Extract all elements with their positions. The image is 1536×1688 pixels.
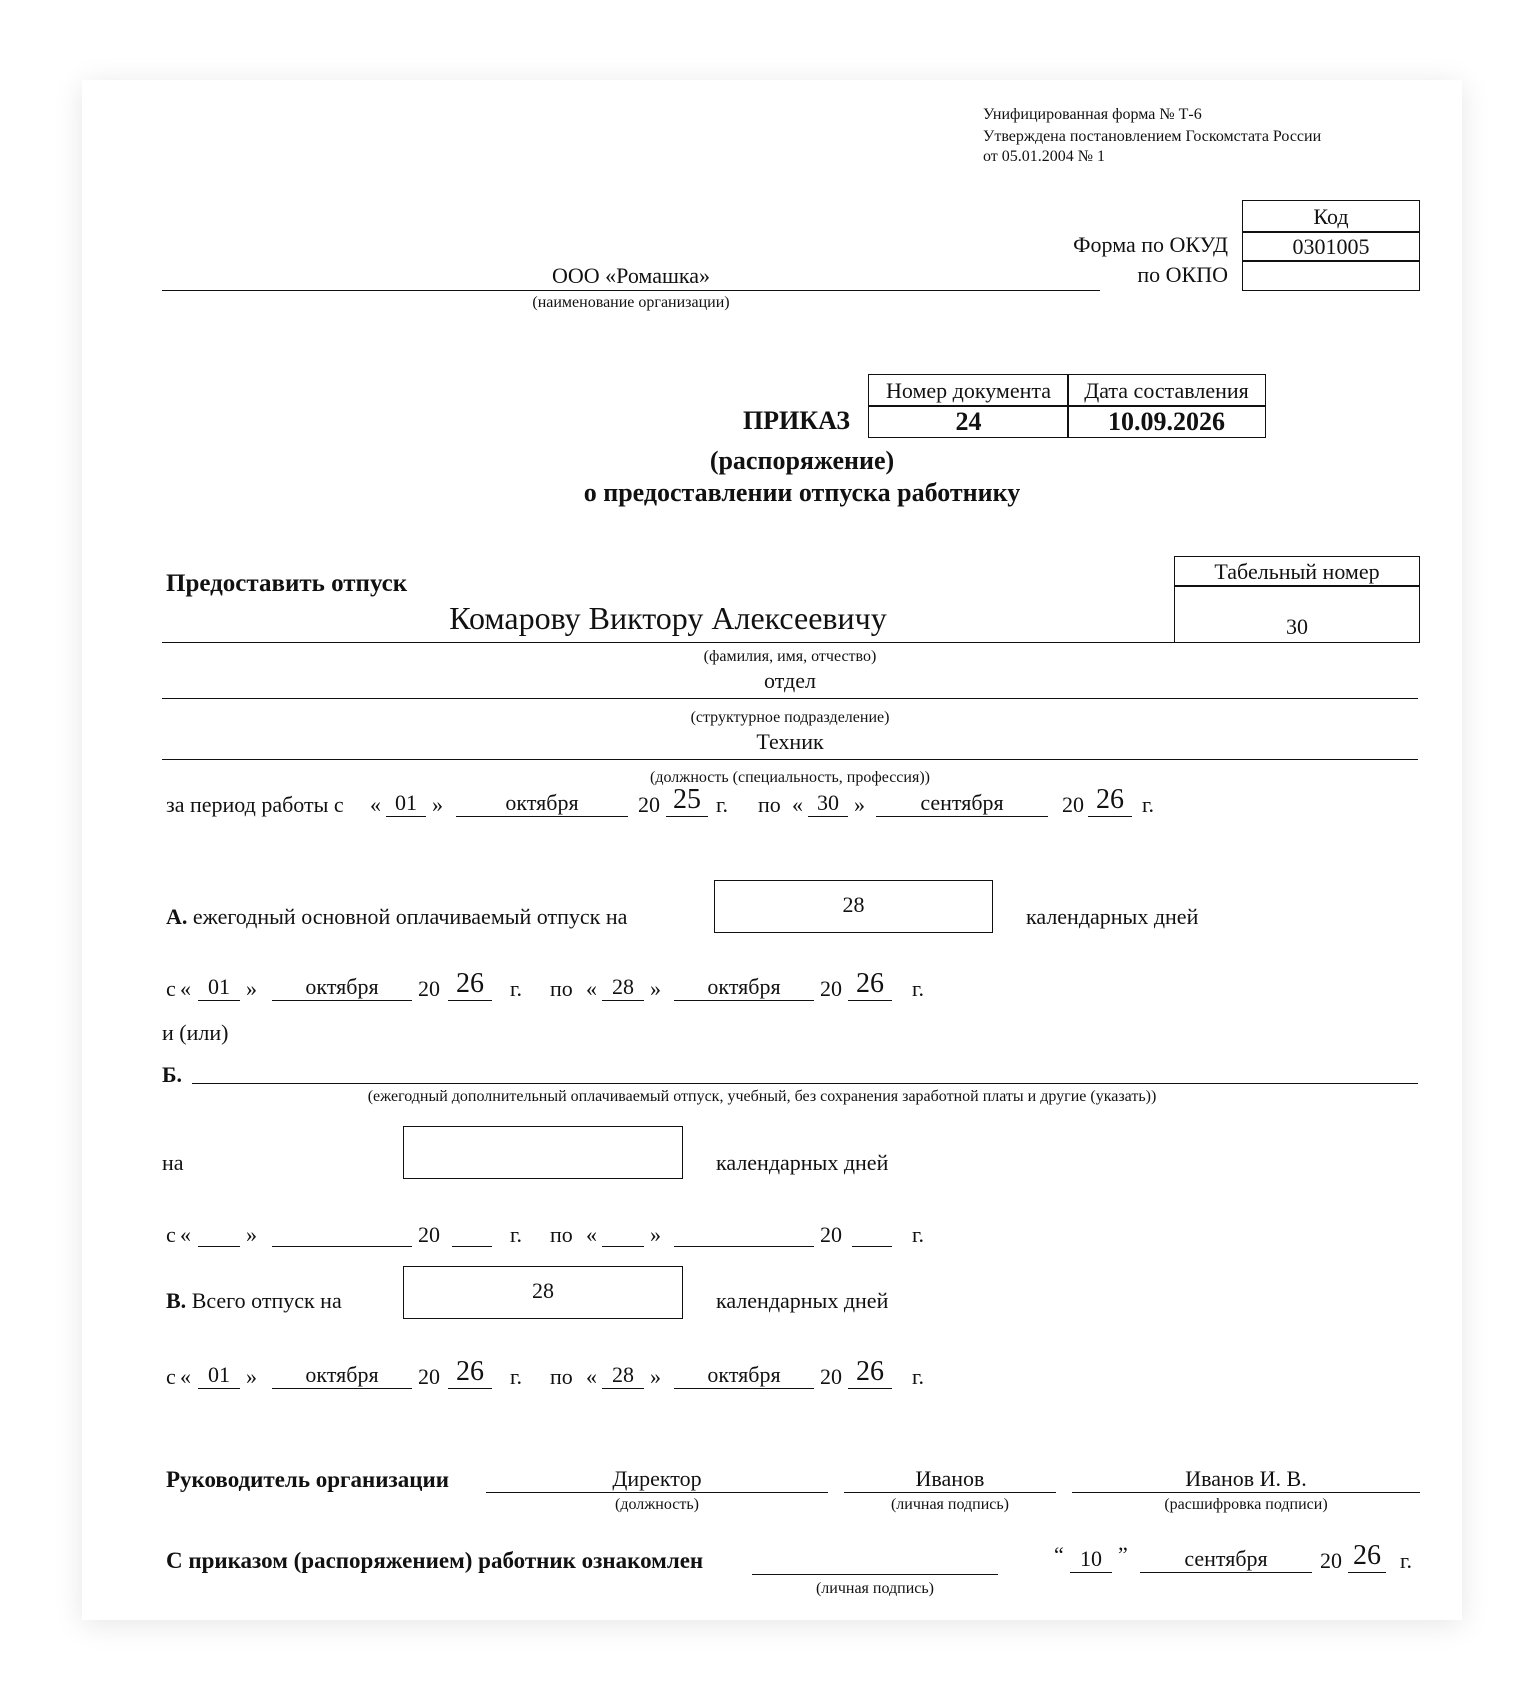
v-from-year: 26	[448, 1356, 492, 1389]
ack-signature-caption: (личная подпись)	[815, 1580, 935, 1597]
fio-line	[162, 642, 1174, 643]
doc-date-value: 10.09.2026	[1067, 405, 1266, 438]
a-to-month: октября	[674, 974, 814, 1001]
position-caption: (должность (специальность, профессия))	[650, 769, 930, 786]
section-b-caption: (ежегодный дополнительный оплачиваемый отпуск, учебный, без сохранения заработной платы и другие (указать))	[367, 1088, 1157, 1105]
doc-number-value: 24	[868, 405, 1069, 438]
v-to-year: 26	[848, 1356, 892, 1389]
a-from-q-open: «	[180, 976, 191, 1001]
employee-dept: отдел	[764, 668, 816, 693]
and-or-label: и (или)	[162, 1020, 229, 1045]
a-to-q-open: «	[586, 976, 597, 1001]
v-from-q-open: «	[180, 1364, 191, 1389]
section-a-letter: А.	[166, 904, 188, 929]
a-to-century: 20	[820, 976, 842, 1001]
period-to-word: по	[758, 792, 781, 817]
v-to-q-open: «	[586, 1364, 597, 1389]
v-from-word: с	[166, 1364, 176, 1389]
a-from-g: г.	[510, 976, 523, 1001]
head-signature: Иванов	[844, 1466, 1056, 1493]
section-v-label	[166, 1288, 342, 1314]
doc-title: ПРИКАЗ	[742, 406, 850, 435]
head-label: Руководитель организации	[166, 1467, 449, 1492]
employee-fio: Комарову Виктору Алексеевичу	[449, 600, 887, 636]
b-from-century: 20	[418, 1222, 440, 1247]
b-to-q-open: «	[586, 1222, 597, 1247]
v-to-word: по	[550, 1364, 573, 1389]
period-from-g: г.	[716, 792, 729, 817]
head-name: Иванов И. В.	[1072, 1466, 1420, 1493]
a-from-q-close: »	[246, 976, 257, 1001]
document-sheet	[82, 80, 1462, 1620]
period-to-century: 20	[1062, 792, 1084, 817]
v-from-century: 20	[418, 1364, 440, 1389]
a-to-q-close: »	[650, 976, 661, 1001]
a-to-g: г.	[912, 976, 925, 1001]
doc-date-header: Дата составления	[1067, 374, 1266, 407]
b-to-month[interactable]	[674, 1220, 814, 1247]
head-position-caption: (должность)	[615, 1496, 699, 1513]
period-from-century: 20	[638, 792, 660, 817]
position-line	[162, 759, 1418, 760]
dept-line	[162, 698, 1418, 699]
a-from-century: 20	[418, 976, 440, 1001]
section-v-days-label: календарных дней	[716, 1288, 889, 1313]
b-to-day[interactable]	[602, 1220, 644, 1247]
a-from-word: с	[166, 976, 176, 1001]
okpo-value-cell	[1242, 260, 1420, 291]
b-from-year[interactable]	[452, 1220, 492, 1247]
form-line-1: Унифицированная форма № Т-6	[983, 106, 1202, 123]
period-from-year: 25	[666, 784, 708, 817]
section-a-days-box: 28	[714, 880, 993, 933]
ack-label: С приказом (распоряжением) работник ознакомлен	[166, 1548, 704, 1573]
period-from-day: 01	[386, 790, 426, 817]
grant-label: Предоставить отпуск	[166, 570, 408, 597]
a-from-month: октября	[272, 974, 412, 1001]
b-to-word: по	[550, 1222, 573, 1247]
section-a-label	[166, 904, 627, 930]
period-to-g: г.	[1142, 792, 1155, 817]
tab-number-cell	[1174, 585, 1420, 643]
okpo-label: по ОКПО	[1137, 262, 1228, 287]
b-to-g: г.	[912, 1222, 925, 1247]
tab-number-value: 30	[1286, 614, 1308, 639]
organization-name: ООО «Ромашка»	[551, 263, 711, 288]
section-v-letter: В.	[166, 1288, 187, 1313]
tab-number-header: Табельный номер	[1174, 556, 1420, 587]
v-to-q-close: »	[650, 1364, 661, 1389]
ack-century: 20	[1320, 1548, 1342, 1573]
section-b-days-label: календарных дней	[716, 1150, 889, 1175]
period-to-year: 26	[1088, 784, 1132, 817]
okud-label: Форма по ОКУД	[1073, 232, 1228, 257]
v-from-month: октября	[272, 1362, 412, 1389]
v-from-g: г.	[510, 1364, 523, 1389]
section-b-days-box	[403, 1126, 683, 1179]
b-from-q-open: «	[180, 1222, 191, 1247]
ack-g: г.	[1400, 1548, 1413, 1573]
period-to-q-open: «	[792, 792, 803, 817]
b-to-century: 20	[820, 1222, 842, 1247]
okud-value-cell: 0301005	[1242, 231, 1420, 262]
b-from-day[interactable]	[198, 1220, 240, 1247]
ack-signature-line[interactable]	[752, 1548, 998, 1575]
b-from-word: с	[166, 1222, 176, 1247]
b-to-year[interactable]	[852, 1220, 892, 1247]
head-name-caption: (расшифровка подписи)	[1164, 1496, 1328, 1513]
dept-caption: (структурное подразделение)	[690, 709, 890, 726]
ack-q-close: ”	[1118, 1542, 1128, 1567]
b-to-q-close: »	[650, 1222, 661, 1247]
doc-subject: о предоставлении отпуска работнику	[583, 478, 1021, 507]
fio-caption: (фамилия, имя, отчество)	[703, 648, 877, 665]
ack-day: 10	[1070, 1546, 1112, 1573]
ack-month: сентября	[1140, 1546, 1312, 1573]
section-b-na: на	[162, 1150, 184, 1175]
period-label: за период работы с	[166, 792, 344, 817]
v-from-day: 01	[198, 1362, 240, 1389]
employee-position: Техник	[756, 729, 824, 754]
a-to-year: 26	[848, 968, 892, 1001]
period-to-q-close: »	[854, 792, 865, 817]
head-position: Директор	[486, 1466, 828, 1493]
v-to-g: г.	[912, 1364, 925, 1389]
ack-year: 26	[1348, 1540, 1386, 1573]
b-from-g: г.	[510, 1222, 523, 1247]
section-b-line	[192, 1083, 1418, 1084]
head-signature-caption: (личная подпись)	[890, 1496, 1010, 1513]
period-to-month: сентября	[876, 790, 1048, 817]
v-from-q-close: »	[246, 1364, 257, 1389]
ack-q-open: “	[1054, 1542, 1064, 1567]
period-q-open: «	[370, 792, 381, 817]
b-from-q-close: »	[246, 1222, 257, 1247]
a-to-word: по	[550, 976, 573, 1001]
section-b-letter: Б.	[162, 1062, 183, 1087]
period-q-close: »	[432, 792, 443, 817]
a-from-day: 01	[198, 974, 240, 1001]
b-from-month[interactable]	[272, 1220, 412, 1247]
form-line-2: Утверждена постановлением Госкомстата России	[983, 128, 1322, 145]
a-from-year: 26	[448, 968, 492, 1001]
doc-number-header: Номер документа	[868, 374, 1069, 407]
v-to-century: 20	[820, 1364, 842, 1389]
form-line-3: от 05.01.2004 № 1	[983, 148, 1106, 165]
section-a-days-label: календарных дней	[1026, 904, 1199, 929]
a-to-day: 28	[602, 974, 644, 1001]
organization-line	[162, 290, 1100, 291]
period-from-month: октября	[456, 790, 628, 817]
doc-subtitle: (распоряжение)	[709, 446, 895, 475]
organization-caption: (наименование организации)	[532, 294, 730, 311]
section-v-text: Всего отпуск на	[191, 1288, 342, 1313]
section-v-days-box: 28	[403, 1266, 683, 1319]
v-to-day: 28	[602, 1362, 644, 1389]
v-to-month: октября	[674, 1362, 814, 1389]
period-to-day: 30	[808, 790, 848, 817]
code-header-cell: Код	[1242, 200, 1420, 233]
section-a-text: ежегодный основной оплачиваемый отпуск на	[192, 904, 628, 929]
